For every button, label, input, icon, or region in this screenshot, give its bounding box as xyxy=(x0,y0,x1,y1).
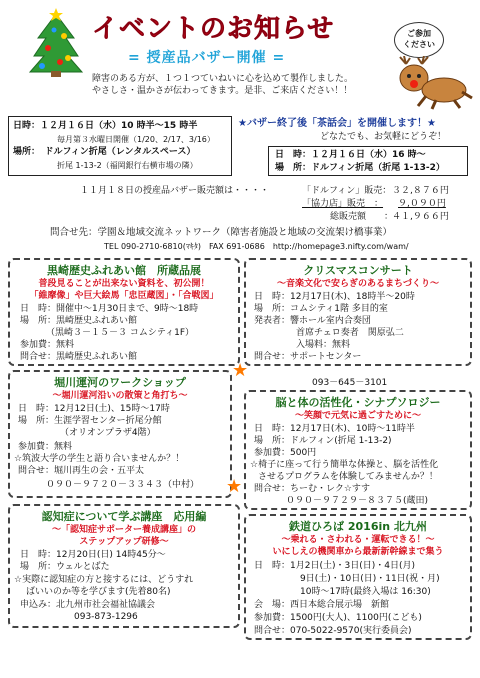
event-line: 日 時：12月17日(木)、10時～11時半 xyxy=(254,424,415,434)
event-line: 発表者：響ホール室内合奏団 xyxy=(254,316,371,326)
event-line: 問合せ：堀川再生の会・五平太 xyxy=(18,466,145,476)
contact-line-2: TEL 090-2710-6810(ﾏｷﾀ) FAX 691-0686 http://homepage3.nifty.com/wam/ xyxy=(104,242,409,251)
event-line: 問合せ：黒崎歴史ふれあい館 xyxy=(20,352,138,362)
event-line: 日 時：12月12日(土)、15時～17時 xyxy=(18,404,170,414)
bazaar-place: 場所： ドルフィン折尾（レンタルスペース） xyxy=(13,147,196,157)
sales-row-3-value: ４１,９６６円 xyxy=(392,212,449,222)
event-title: 脳と体の活性化・シナプソロジー xyxy=(275,396,441,409)
event-box-canal xyxy=(8,370,232,498)
bazaar-date: 日時：１２月１６日（水）10 時半～15 時半 xyxy=(13,121,198,131)
event-sub2: ステップアップ研修～ xyxy=(79,537,169,547)
event-line: ０９０－９７２０－３３４３（中村） xyxy=(46,480,200,490)
sales-row-2-name: 「協力店」販売 ： xyxy=(302,199,384,209)
sales-row-2-value: ９,０９０円 xyxy=(398,199,446,209)
event-line: ばいいのか等を学びます(先着80名) xyxy=(26,587,171,597)
event-sub2: 「維摩像」や巨大絵馬「忠臣蔵図」・「合戦図」 xyxy=(29,291,219,301)
event-line: 申込み：北九州市社会福祉協議会 xyxy=(20,600,156,610)
page-title: イベントのお知らせ xyxy=(92,14,335,44)
event-box-dementia xyxy=(8,504,240,628)
event-sub1: ～「認知症サポーター養成講座」の xyxy=(51,525,196,535)
event-line: 場 所：ドルフィン(折尾 1-13-2) xyxy=(254,436,392,446)
event-line: させるプログラムを体験してみませんか？！ xyxy=(258,472,438,482)
event-box-museum xyxy=(8,258,240,366)
event-sub1: ～笑顔で元気に過ごすために～ xyxy=(294,411,421,421)
sales-row-1-name: 「ドルフィン」販売： xyxy=(302,186,392,196)
tea-sub: どなたでも、お気軽にどうぞ！ xyxy=(320,132,447,142)
event-line: 入場料：無料 xyxy=(296,340,351,350)
event-line: 場 所：黒崎歴史ふれあい館 xyxy=(20,316,138,326)
event-line: 日 時：開催中～1月30日まで、9時～18時 xyxy=(20,304,199,314)
event-line: 日 時：1月2日(土)・3日(日)・4日(月) xyxy=(254,561,415,571)
bazaar-every: 毎月第３水曜日開催（1/20、2/17、3/16） xyxy=(57,135,215,144)
speech-bubble xyxy=(394,22,444,58)
event-line: 日 時：12月17日(木)、18時半～20時 xyxy=(254,292,415,302)
event-title: 黒崎歴史ふれあい館 所蔵品展 xyxy=(47,264,201,277)
event-line: ☆筑波大学の学生と語り合いませんか？！ xyxy=(14,454,185,464)
event-phone: 093－645－3101 xyxy=(312,378,388,388)
event-line: 10時～17時(最終入場は 16:30) xyxy=(300,587,431,597)
event-line: 参加費：無料 xyxy=(18,442,73,452)
bubble-line-2: ください xyxy=(403,40,435,49)
bazaar-address: 折尾 1-13-2（福岡銀行右横市場の隣） xyxy=(57,161,198,170)
event-line: 問合せ：サポートセンター xyxy=(254,352,362,362)
event-line: 場 所：コムシティ1階 多目的室 xyxy=(254,304,388,314)
event-line: 首席チェロ奏者 関原弘二 xyxy=(296,328,404,338)
intro-line-2: やさしさ・温かさが伝わってきます。是非、ご来店ください！！ xyxy=(92,86,353,96)
page-subtitle: = 授産品バザー開催 = xyxy=(128,50,286,66)
event-line: 093-873-1296 xyxy=(74,612,138,622)
event-line: 参加費：1500円(大人)、1100円(こども) xyxy=(254,613,422,623)
sales-label: １１月１８日の授産品バザー販売額は・・・・ xyxy=(80,186,270,196)
event-line: 問合せ：ちーむ・レク☆すす xyxy=(254,484,370,494)
reindeer-icon xyxy=(386,56,476,110)
bazaar-info-box xyxy=(8,116,232,176)
event-line: （オリオンプラザ4階） xyxy=(60,428,156,438)
event-line: ☆椅子に座って行う簡単な体操と、脳を活性化 xyxy=(250,460,439,470)
star-icon: ★ xyxy=(226,476,243,497)
tea-place: 場 所：ドルフィン折尾（折尾 1-13-2） xyxy=(275,163,445,173)
event-title: 堀川運河のワークショップ xyxy=(54,376,186,389)
event-line: 問合せ：070-5022-9570(実行委員会) xyxy=(254,626,412,636)
tea-info-box xyxy=(268,146,468,176)
event-sub1: ～乗れる・さわれる・運転できる！～ xyxy=(281,535,435,545)
event-sub1: ～音楽文化で安らぎのあるまちづくり～ xyxy=(277,279,439,289)
event-line: 日 時：12月20日(日) 14時45分～ xyxy=(20,550,166,560)
event-line: ０９０－９７２９－８３７５(蔵田) xyxy=(286,496,429,506)
star-icon: ★ xyxy=(232,360,249,381)
contact-line-1: 問合せ先：学園＆地域交流ネットワーク（障害者施設と地域の交流架け橋事業） xyxy=(50,227,393,238)
event-sub1: ～堀川運河沿いの散策と角打ち～ xyxy=(52,391,188,401)
event-line: 参加費：無料 xyxy=(20,340,75,350)
event-line: 場 所：生涯学習センター折尾分館 xyxy=(18,416,162,426)
event-line: ☆実際に認知症の方と接するには、どうすれ xyxy=(14,575,194,585)
bubble-line-1: ご参加 xyxy=(407,29,431,38)
event-box-synapsology xyxy=(244,390,472,510)
event-line: （黒崎３－１５－３ コムシティ1F） xyxy=(46,328,195,338)
sales-row-3-name: 総販売額 ： xyxy=(330,212,394,222)
event-line: 9日(土)・10日(日)・11日(祝・月) xyxy=(300,574,440,584)
event-sub2: いにしえの機関車から最新新幹線まで集う xyxy=(272,547,444,557)
event-box-railway xyxy=(244,514,472,640)
sales-row-1-value: ３２,８７６円 xyxy=(392,186,449,196)
event-title: 認知症について学ぶ講座 応用編 xyxy=(41,510,207,523)
event-line: 会 場：西日本総合展示場 新館 xyxy=(254,600,390,610)
event-box-concert xyxy=(244,258,472,366)
intro-line-1: 障害のある方が、１つ１つていねいに心を込めて製作しました。 xyxy=(92,74,354,84)
event-title: 鉄道ひろば 2016in 北九州 xyxy=(289,520,427,533)
event-sub1: 普段見ることが出来ない資料を、初公開！ xyxy=(38,279,210,289)
event-line: 場 所：ウェルとばた xyxy=(20,562,110,572)
event-title: クリスマスコンサート xyxy=(303,264,413,277)
event-line: 参加費：500円 xyxy=(254,448,317,458)
tea-headline: ★バザー終了後「茶話会」を開催します！★ xyxy=(238,118,436,129)
christmas-tree-icon xyxy=(28,8,84,78)
tea-date: 日 時：１２月１６日（水）16 時～ xyxy=(275,150,426,160)
